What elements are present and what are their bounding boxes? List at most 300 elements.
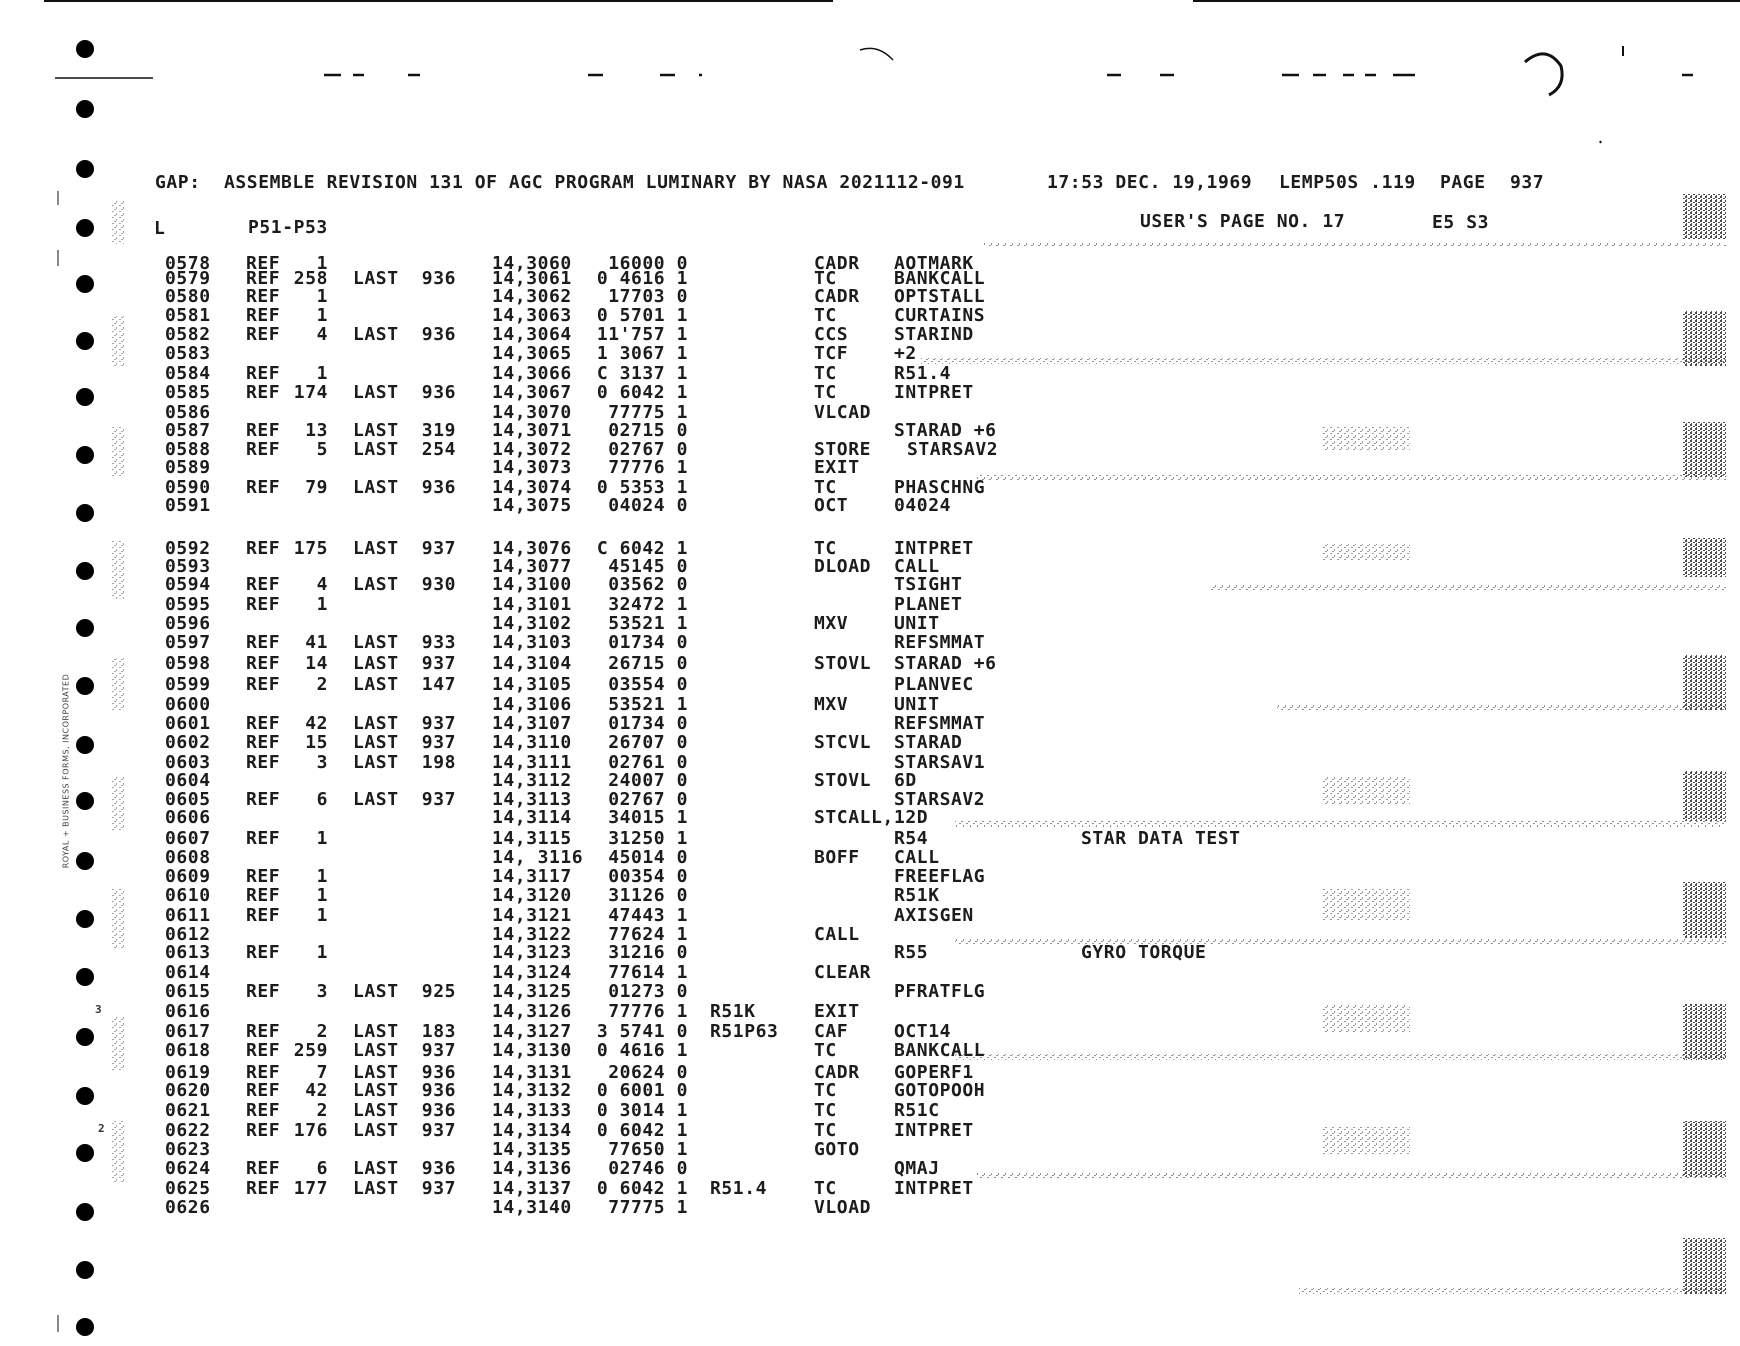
ref-count: 3 <box>316 981 328 1002</box>
header-job-id: LEMP50S .119 <box>1279 172 1416 193</box>
section-name: P51-P53 <box>248 217 328 238</box>
ref-count: 1 <box>316 305 328 326</box>
last-keyword: LAST <box>353 439 399 460</box>
line-number: 0598 <box>165 653 211 674</box>
address: 14,3105 <box>492 674 572 695</box>
ref-keyword: REF <box>246 1080 281 1101</box>
opcode: CLEAR <box>814 962 871 983</box>
listing-row <box>0 441 1740 459</box>
address: 14,3117 <box>492 866 572 887</box>
address: 14,3112 <box>492 770 572 791</box>
octal-value: 0 6042 1 <box>596 1178 688 1199</box>
listing-row <box>0 459 1740 477</box>
ref-keyword: REF <box>246 713 281 734</box>
last-keyword: LAST <box>353 324 399 345</box>
address: 14,3115 <box>492 828 572 849</box>
listing-row <box>0 907 1740 925</box>
address: 14,3067 <box>492 382 572 403</box>
operand: UNIT <box>894 694 940 715</box>
operand: BANKCALL <box>894 1040 986 1061</box>
operand: OPTSTALL <box>894 286 986 307</box>
line-number: 0597 <box>165 632 211 653</box>
last-ref-page: 936 <box>421 477 456 498</box>
last-keyword: LAST <box>353 1040 399 1061</box>
ref-keyword: REF <box>246 632 281 653</box>
last-ref-page: 147 <box>421 674 456 695</box>
ref-keyword: REF <box>246 538 281 559</box>
line-number: 0595 <box>165 594 211 615</box>
last-keyword: LAST <box>353 1062 399 1083</box>
form-imprint: ROYAL + BUSINESS FORMS, INCORPORATED <box>61 673 71 869</box>
octal-value: 01734 0 <box>608 713 688 734</box>
address: 14,3102 <box>492 613 572 634</box>
address: 14,3061 <box>492 268 572 289</box>
operand: INTPRET <box>894 1178 974 1199</box>
opcode: CADR <box>814 253 860 274</box>
octal-value: 02767 0 <box>608 439 688 460</box>
last-ref-page: 936 <box>421 1062 456 1083</box>
comment: GYRO TORQUE <box>1081 942 1207 963</box>
opcode: TCF <box>814 343 849 364</box>
ref-keyword: REF <box>246 1040 281 1061</box>
octal-value: 77650 1 <box>608 1139 688 1160</box>
line-number: 0590 <box>165 477 211 498</box>
octal-value: 26707 0 <box>608 732 688 753</box>
ref-count: 1 <box>316 885 328 906</box>
ref-keyword: REF <box>246 253 281 274</box>
ref-count: 1 <box>316 866 328 887</box>
listing-row <box>0 634 1740 652</box>
ref-count: 3 <box>316 752 328 773</box>
address: 14,3107 <box>492 713 572 734</box>
listing-row <box>0 1023 1740 1041</box>
address: 14,3110 <box>492 732 572 753</box>
line-number: 0586 <box>165 402 211 423</box>
address: 14,3120 <box>492 885 572 906</box>
line-number: 0615 <box>165 981 211 1002</box>
address: 14,3062 <box>492 286 572 307</box>
line-number: 0602 <box>165 732 211 753</box>
operand: CALL <box>894 556 940 577</box>
operand: BANKCALL <box>894 268 986 289</box>
octal-value: 77775 1 <box>608 402 688 423</box>
listing-row <box>0 1180 1740 1198</box>
last-keyword: LAST <box>353 713 399 734</box>
operand: R51.4 <box>894 363 951 384</box>
opcode: STOVL <box>814 653 871 674</box>
line-number: 0588 <box>165 439 211 460</box>
address: 14,3103 <box>492 632 572 653</box>
header-timestamp: 17:53 DEC. 19,1969 <box>1047 172 1253 193</box>
ref-count: 1 <box>316 905 328 926</box>
operand: 04024 <box>894 495 951 516</box>
listing-row <box>0 734 1740 752</box>
last-ref-page: 937 <box>421 789 456 810</box>
octal-value: 1 3067 1 <box>596 343 688 364</box>
ref-count: 6 <box>316 1158 328 1179</box>
address: 14,3130 <box>492 1040 572 1061</box>
opcode: BOFF <box>814 847 860 868</box>
last-ref-page: 930 <box>421 574 456 595</box>
ref-count: 42 <box>305 1080 328 1101</box>
line-number: 0579 <box>165 268 211 289</box>
ref-count: 4 <box>316 324 328 345</box>
header-prefix: GAP: <box>155 172 201 193</box>
operand: CALL <box>894 847 940 868</box>
opcode: MXV <box>814 694 849 715</box>
opcode: TC <box>814 1040 837 1061</box>
ref-keyword: REF <box>246 653 281 674</box>
listing-row <box>0 326 1740 344</box>
address: 14,3064 <box>492 324 572 345</box>
opcode: TC <box>814 382 837 403</box>
octal-value: 3 5741 0 <box>596 1021 688 1042</box>
last-ref-page: 937 <box>421 713 456 734</box>
address: 14,3136 <box>492 1158 572 1179</box>
last-ref-page: 937 <box>421 1178 456 1199</box>
line-number: 0592 <box>165 538 211 559</box>
ref-count: 1 <box>316 594 328 615</box>
last-ref-page: 937 <box>421 1040 456 1061</box>
address: 14, 3116 <box>492 847 584 868</box>
operand: INTPRET <box>894 382 974 403</box>
opcode: OCT <box>814 495 849 516</box>
line-number: 0611 <box>165 905 211 926</box>
listing-row <box>0 868 1740 886</box>
ref-count: 259 <box>293 1040 328 1061</box>
ref-keyword: REF <box>246 905 281 926</box>
address: 14,3131 <box>492 1062 572 1083</box>
octal-value: 11'757 1 <box>596 324 688 345</box>
ref-keyword: REF <box>246 477 281 498</box>
octal-value: C 3137 1 <box>596 363 688 384</box>
operand: STARSAV1 <box>894 752 986 773</box>
opcode: TC <box>814 1120 837 1141</box>
line-number: 0610 <box>165 885 211 906</box>
address: 14,3075 <box>492 495 572 516</box>
octal-value: 31250 1 <box>608 828 688 849</box>
line-number: 0583 <box>165 343 211 364</box>
listing-row <box>0 497 1740 515</box>
last-ref-page: 937 <box>421 732 456 753</box>
opcode: EXIT <box>814 1001 860 1022</box>
octal-value: 24007 0 <box>608 770 688 791</box>
listing-row <box>0 384 1740 402</box>
margin-mark-3: 3 <box>95 1003 102 1016</box>
address: 14,3113 <box>492 789 572 810</box>
listing-row <box>0 809 1740 827</box>
operand: TSIGHT <box>894 574 963 595</box>
ref-keyword: REF <box>246 752 281 773</box>
operand: REFSMMAT <box>894 632 986 653</box>
octal-value: 17703 0 <box>608 286 688 307</box>
octal-value: 0 3014 1 <box>596 1100 688 1121</box>
margin-mark-2: 2 <box>98 1122 105 1135</box>
octal-value: 77776 1 <box>608 1001 688 1022</box>
octal-value: 53521 1 <box>608 613 688 634</box>
listing-row <box>0 944 1740 962</box>
octal-value: 77775 1 <box>608 1197 688 1218</box>
ref-keyword: REF <box>246 674 281 695</box>
line-number: 0616 <box>165 1001 211 1022</box>
ref-count: 6 <box>316 789 328 810</box>
last-ref-page: 936 <box>421 1158 456 1179</box>
last-keyword: LAST <box>353 1021 399 1042</box>
operand: GOTOPOOH <box>894 1080 986 1101</box>
ref-keyword: REF <box>246 1021 281 1042</box>
line-number: 0619 <box>165 1062 211 1083</box>
octal-value: 01734 0 <box>608 632 688 653</box>
operand: INTPRET <box>894 1120 974 1141</box>
operand: REFSMMAT <box>894 713 986 734</box>
operand: GOPERF1 <box>894 1062 974 1083</box>
listing-row <box>0 696 1740 714</box>
octal-value: C 6042 1 <box>596 538 688 559</box>
operand: STARSAV2 <box>907 439 999 460</box>
listing-row <box>0 1160 1740 1178</box>
ref-count: 174 <box>293 382 328 403</box>
line-number: 0585 <box>165 382 211 403</box>
opcode: STOVL <box>814 770 871 791</box>
octal-value: 0 6042 1 <box>596 1120 688 1141</box>
last-keyword: LAST <box>353 382 399 403</box>
address: 14,3072 <box>492 439 572 460</box>
last-keyword: LAST <box>353 477 399 498</box>
user-page-number: USER'S PAGE NO. 17 <box>1140 211 1346 232</box>
line-number: 0625 <box>165 1178 211 1199</box>
octal-value: 02746 0 <box>608 1158 688 1179</box>
ref-count: 7 <box>316 1062 328 1083</box>
octal-value: 00354 0 <box>608 866 688 887</box>
line-number: 0623 <box>165 1139 211 1160</box>
operand: STARAD <box>894 732 963 753</box>
opcode: MXV <box>814 613 849 634</box>
line-number: 0614 <box>165 962 211 983</box>
last-ref-page: 936 <box>421 268 456 289</box>
line-number: 0599 <box>165 674 211 695</box>
line-number: 0578 <box>165 253 211 274</box>
address: 14,3071 <box>492 420 572 441</box>
last-keyword: LAST <box>353 268 399 289</box>
ref-keyword: REF <box>246 866 281 887</box>
opcode: CCS <box>814 324 849 345</box>
ref-keyword: REF <box>246 1178 281 1199</box>
ref-keyword: REF <box>246 420 281 441</box>
address: 14,3123 <box>492 942 572 963</box>
opcode: TC <box>814 268 837 289</box>
listing-row <box>0 715 1740 733</box>
ref-count: 1 <box>316 363 328 384</box>
line-number: 0582 <box>165 324 211 345</box>
ref-count: 5 <box>316 439 328 460</box>
ref-count: 2 <box>316 674 328 695</box>
address: 14,3065 <box>492 343 572 364</box>
ref-keyword: REF <box>246 574 281 595</box>
last-keyword: LAST <box>353 674 399 695</box>
ref-count: 42 <box>305 713 328 734</box>
ref-keyword: REF <box>246 363 281 384</box>
address: 14,3073 <box>492 457 572 478</box>
address: 14,3125 <box>492 981 572 1002</box>
operand: STARAD +6 <box>894 420 997 441</box>
listing-row <box>0 345 1740 363</box>
listing-row <box>0 1082 1740 1100</box>
ref-count: 4 <box>316 574 328 595</box>
operand: R51K <box>894 885 940 906</box>
header-title: ASSEMBLE REVISION 131 OF AGC PROGRAM LUMINARY BY NASA 2021112-091 <box>224 172 965 193</box>
last-keyword: LAST <box>353 732 399 753</box>
address: 14,3101 <box>492 594 572 615</box>
opcode: VLOAD <box>814 1197 871 1218</box>
address: 14,3121 <box>492 905 572 926</box>
opcode: TC <box>814 1178 837 1199</box>
operand: 12D <box>894 807 929 828</box>
address: 14,3124 <box>492 962 572 983</box>
ref-count: 79 <box>305 477 328 498</box>
octal-value: 01273 0 <box>608 981 688 1002</box>
line-number: 0618 <box>165 1040 211 1061</box>
address: 14,3100 <box>492 574 572 595</box>
opcode: CALL <box>814 924 860 945</box>
operand: R51C <box>894 1100 940 1121</box>
address: 14,3060 <box>492 253 572 274</box>
operand: INTPRET <box>894 538 974 559</box>
last-ref-page: 937 <box>421 653 456 674</box>
ref-keyword: REF <box>246 1158 281 1179</box>
comment: STAR DATA TEST <box>1081 828 1241 849</box>
listing-row <box>0 365 1740 383</box>
ref-count: 13 <box>305 420 328 441</box>
address: 14,3137 <box>492 1178 572 1199</box>
header-page-label: PAGE <box>1440 172 1486 193</box>
listing-row <box>0 830 1740 848</box>
ref-keyword: REF <box>246 981 281 1002</box>
last-keyword: LAST <box>353 1120 399 1141</box>
ref-count: 15 <box>305 732 328 753</box>
ref-count: 2 <box>316 1100 328 1121</box>
last-ref-page: 183 <box>421 1021 456 1042</box>
line-number: 0589 <box>165 457 211 478</box>
listing-row <box>0 307 1740 325</box>
listing-row <box>0 1122 1740 1140</box>
listing-row <box>0 1199 1740 1217</box>
listing-row <box>0 288 1740 306</box>
listing-row <box>0 596 1740 614</box>
last-ref-page: 936 <box>421 1080 456 1101</box>
listing-row <box>0 576 1740 594</box>
ref-keyword: REF <box>246 1100 281 1121</box>
octal-value: 53521 1 <box>608 694 688 715</box>
last-keyword: LAST <box>353 752 399 773</box>
last-keyword: LAST <box>353 1178 399 1199</box>
opcode: EXIT <box>814 457 860 478</box>
operand: STARSAV2 <box>894 789 986 810</box>
operand: STARIND <box>894 324 974 345</box>
listing-row <box>0 772 1740 790</box>
address: 14,3111 <box>492 752 572 773</box>
listing-row <box>0 676 1740 694</box>
ref-keyword: REF <box>246 594 281 615</box>
opcode: TC <box>814 477 837 498</box>
last-ref-page: 925 <box>421 981 456 1002</box>
ref-keyword: REF <box>246 885 281 906</box>
address: 14,3077 <box>492 556 572 577</box>
listing-row <box>0 655 1740 673</box>
address: 14,3132 <box>492 1080 572 1101</box>
line-number: 0587 <box>165 420 211 441</box>
ref-keyword: REF <box>246 268 281 289</box>
listing-row <box>0 964 1740 982</box>
last-ref-page: 936 <box>421 1100 456 1121</box>
opcode: TC <box>814 538 837 559</box>
listing-row <box>0 983 1740 1001</box>
operand: FREEFLAG <box>894 866 986 887</box>
line-number: 0605 <box>165 789 211 810</box>
operand: CURTAINS <box>894 305 986 326</box>
operand: UNIT <box>894 613 940 634</box>
last-keyword: LAST <box>353 1080 399 1101</box>
address: 14,3122 <box>492 924 572 945</box>
line-number: 0626 <box>165 1197 211 1218</box>
ref-keyword: REF <box>246 1062 281 1083</box>
opcode: VLCAD <box>814 402 871 423</box>
ref-keyword: REF <box>246 286 281 307</box>
last-ref-page: 933 <box>421 632 456 653</box>
line-number: 0622 <box>165 1120 211 1141</box>
listing-row <box>0 1102 1740 1120</box>
opcode: STCALL, <box>814 807 894 828</box>
ref-keyword: REF <box>246 1120 281 1141</box>
address: 14,3114 <box>492 807 572 828</box>
ref-count: 1 <box>316 253 328 274</box>
octal-value: 32472 1 <box>608 594 688 615</box>
ref-keyword: REF <box>246 382 281 403</box>
octal-value: 0 5701 1 <box>596 305 688 326</box>
line-number: 0601 <box>165 713 211 734</box>
line-number: 0603 <box>165 752 211 773</box>
line-number: 0594 <box>165 574 211 595</box>
ref-count: 1 <box>316 828 328 849</box>
ref-keyword: REF <box>246 439 281 460</box>
last-keyword: LAST <box>353 632 399 653</box>
octal-value: 0 6042 1 <box>596 382 688 403</box>
opcode: TC <box>814 363 837 384</box>
line-number: 0591 <box>165 495 211 516</box>
operand: R54 <box>894 828 929 849</box>
opcode: DLOAD <box>814 556 871 577</box>
operand: 6D <box>894 770 917 791</box>
line-number: 0613 <box>165 942 211 963</box>
listing-row <box>0 479 1740 497</box>
operand: STARAD +6 <box>894 653 997 674</box>
octal-value: 77624 1 <box>608 924 688 945</box>
line-number: 0580 <box>165 286 211 307</box>
octal-value: 77776 1 <box>608 457 688 478</box>
opcode: STCVL <box>814 732 871 753</box>
line-number: 0612 <box>165 924 211 945</box>
address: 14,3133 <box>492 1100 572 1121</box>
listing-row <box>0 1003 1740 1021</box>
line-number: 0593 <box>165 556 211 577</box>
operand: PHASCHNG <box>894 477 986 498</box>
ref-keyword: REF <box>246 324 281 345</box>
octal-value: 0 4616 1 <box>596 268 688 289</box>
ref-keyword: REF <box>246 305 281 326</box>
listing-row <box>0 1141 1740 1159</box>
opcode: CAF <box>814 1021 849 1042</box>
address: 14,3063 <box>492 305 572 326</box>
ref-keyword: REF <box>246 732 281 753</box>
